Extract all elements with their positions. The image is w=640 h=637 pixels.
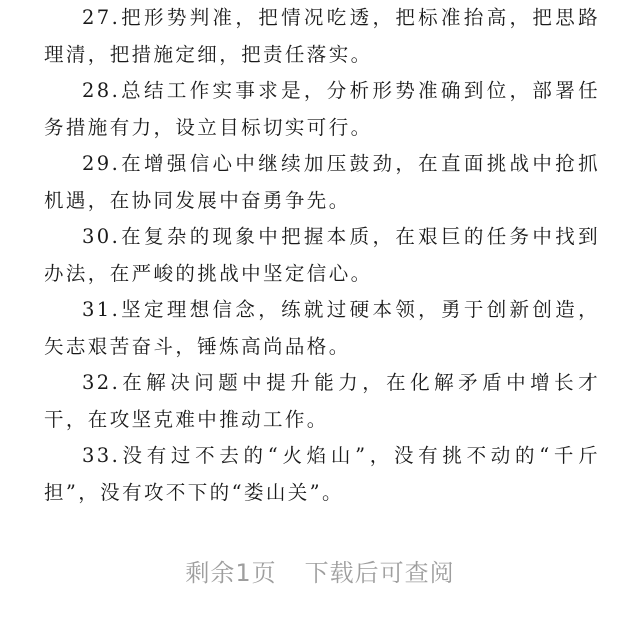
list-item: 32.在解决问题中提升能力，在化解矛盾中增长才干，在攻坚克难中推动工作。 (44, 371, 600, 431)
list-item: 27.把形势判准，把情况吃透，把标准抬高，把思路理清，把措施定细，把责任落实。 (44, 6, 600, 66)
download-prompt-banner[interactable] (0, 553, 640, 588)
download-prompt-label[interactable]: 下载后可查阅 (304, 559, 455, 587)
list-item: 33.没有过不去的“火焰山”，没有挑不动的“千斤担”，没有攻不下的“娄山关”。 (44, 444, 600, 504)
remaining-pages-label: 剩余1页 (185, 559, 277, 587)
document-body (44, 0, 600, 511)
list-item: 30.在复杂的现象中把握本质，在艰巨的任务中找到办法，在严峻的挑战中坚定信心。 (44, 225, 600, 285)
list-item: 31.坚定理想信念，练就过硬本领，勇于创新创造，矢志艰苦奋斗，锤炼高尚品格。 (44, 298, 600, 358)
list-item: 29.在增强信心中继续加压鼓劲，在直面挑战中抢抓机遇，在协同发展中奋勇争先。 (44, 152, 600, 212)
list-item: 28.总结工作实事求是，分析形势准确到位，部署任务措施有力，设立目标切实可行。 (44, 79, 600, 139)
